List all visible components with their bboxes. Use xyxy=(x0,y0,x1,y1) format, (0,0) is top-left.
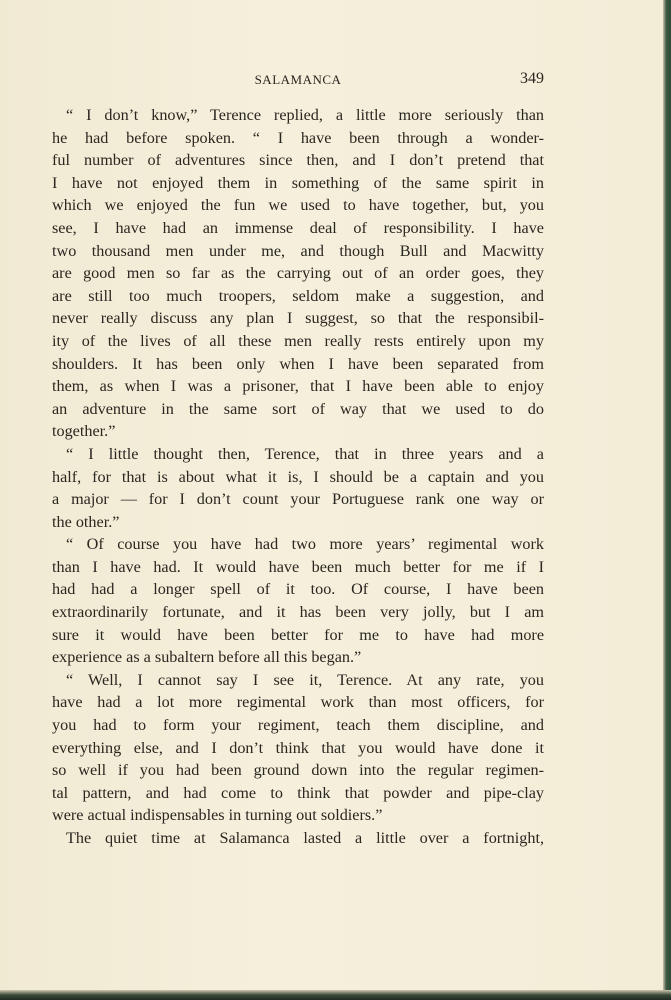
text-line: half, for that is about what it is, I should be a captain and you xyxy=(52,467,544,486)
page-edge-right xyxy=(663,0,671,1000)
text-line: sure it would have been better for me to have had more xyxy=(52,625,544,644)
text-line: had had a longer spell of it too. Of course, I have been xyxy=(52,580,544,599)
text-line: a major — for I don’t count your Portuguese rank one way or xyxy=(52,490,544,509)
running-title: SALAMANCA xyxy=(254,72,342,87)
text-line: them, as when I was a prisoner, that I have been able to enjoy xyxy=(52,377,544,396)
text-line: extraordinarily fortunate, and it has been very jolly, but I am xyxy=(52,603,544,622)
text-line: are good men so far as the carrying out of an order goes, they xyxy=(52,264,544,283)
text-line: together.” xyxy=(52,422,116,441)
page-number: 349 xyxy=(520,70,544,87)
text-line: were actual indispensables in turning out soldiers.” xyxy=(52,806,383,825)
text-line: the other.” xyxy=(52,512,120,531)
text-line: shoulders. It has been only when I have been separated from xyxy=(52,354,544,373)
text-line: “ Of course you have had two more years’ regimental work xyxy=(66,535,544,554)
text-line: are still too much troopers, seldom make a suggestion, and xyxy=(52,286,544,305)
text-line: ful number of adventures since then, and I don’t pretend that xyxy=(52,151,544,170)
text-line: than I have had. It would have been much better for me if I xyxy=(52,557,544,576)
text-line: everything else, and I don’t think that you would have done it xyxy=(52,738,544,757)
text-line: which we enjoyed the fun we used to have together, but, you xyxy=(52,196,544,215)
text-line: I have not enjoyed them in something of the same spirit in xyxy=(52,173,544,192)
text-line: “ Well, I cannot say I see it, Terence. At any rate, you xyxy=(66,670,544,689)
text-line: ity of the lives of all these men really rests entirely upon my xyxy=(52,331,544,350)
text-line: see, I have had an immense deal of responsibility. I have xyxy=(52,218,544,237)
text-line: never really discuss any plan I suggest, so that the responsibil- xyxy=(52,309,544,328)
text-line: he had before spoken. “ I have been through a wonder- xyxy=(52,128,544,147)
text-line: tal pattern, and had come to think that powder and pipe-clay xyxy=(52,783,544,802)
page-header xyxy=(52,70,544,92)
body-text xyxy=(52,104,544,850)
text-line: have had a lot more regimental work than most officers, for xyxy=(52,693,544,712)
text-line: The quiet time at Salamanca lasted a little over a fortnight, xyxy=(66,829,544,847)
text-line: experience as a subaltern before all this began.” xyxy=(52,648,362,667)
text-line: “ I don’t know,” Terence replied, a little more seriously than xyxy=(66,106,544,124)
text-line: so well if you had been ground down into the regular regimen- xyxy=(52,761,544,780)
text-line: “ I little thought then, Terence, that in three years and a xyxy=(66,444,544,463)
text-line: you had to form your regiment, teach them discipline, and xyxy=(52,716,544,735)
page-edge-bottom xyxy=(0,990,671,1000)
text-line: two thousand men under me, and though Bull and Macwitty xyxy=(52,241,544,260)
text-line: an adventure in the same sort of way that we used to do xyxy=(52,399,544,418)
